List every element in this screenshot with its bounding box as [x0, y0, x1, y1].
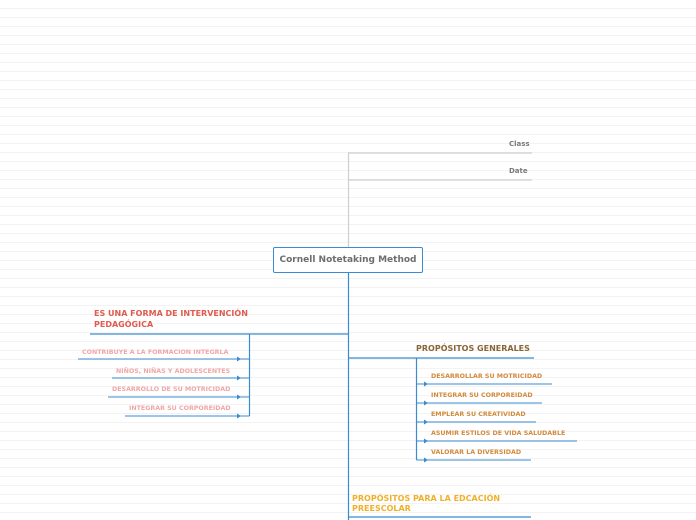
class-label[interactable]: Class [509, 140, 530, 148]
right-item-1[interactable]: DESARROLLAR SU MOTRICIDAD [431, 373, 543, 380]
right-item-2[interactable]: INTEGRAR SU CORPOREIDAD [431, 392, 533, 399]
left-item-1[interactable]: CONTRIBUYE A LA FORMACION INTEGRLA [82, 349, 229, 356]
arrow-icon [424, 458, 428, 463]
right-item-3[interactable]: EMPLEAR SU CREATIVIDAD [431, 411, 526, 418]
arrow-icon [424, 420, 428, 425]
arrow-icon [237, 395, 241, 400]
arrow-icon [424, 439, 428, 444]
right-branch-title[interactable]: PROPÓSITOS GENERALES [416, 344, 530, 353]
arrow-icon [424, 401, 428, 406]
right-item-5[interactable]: VALORAR LA DIVERSIDAD [431, 449, 522, 456]
left-item-3[interactable]: DESARROLLO DE SU MOTRICIDAD [112, 386, 231, 393]
left-item-2[interactable]: NIÑOS, NIÑAS Y ADOLESCENTES [116, 368, 231, 375]
central-topic[interactable]: Cornell Notetaking Method [273, 247, 423, 273]
arrow-icon [424, 382, 428, 387]
arrow-icon [237, 357, 241, 362]
date-label[interactable]: Date [509, 167, 528, 175]
arrow-icon [237, 376, 241, 381]
left-branch-title[interactable]: ES UNA FORMA DE INTERVENCIÓN PEDAGÓGICA [94, 309, 248, 329]
right-item-4[interactable]: ASUMIR ESTILOS DE VIDA SALUDABLE [431, 430, 566, 437]
class-connector [349, 153, 533, 247]
left-item-4[interactable]: INTEGRAR SU CORPOREIDAD [129, 405, 231, 412]
arrow-icon [237, 414, 241, 419]
bottom-branch-title[interactable]: PROPÓSITOS PARA LA EDCACIÓN PREESCOLAR [352, 494, 501, 513]
